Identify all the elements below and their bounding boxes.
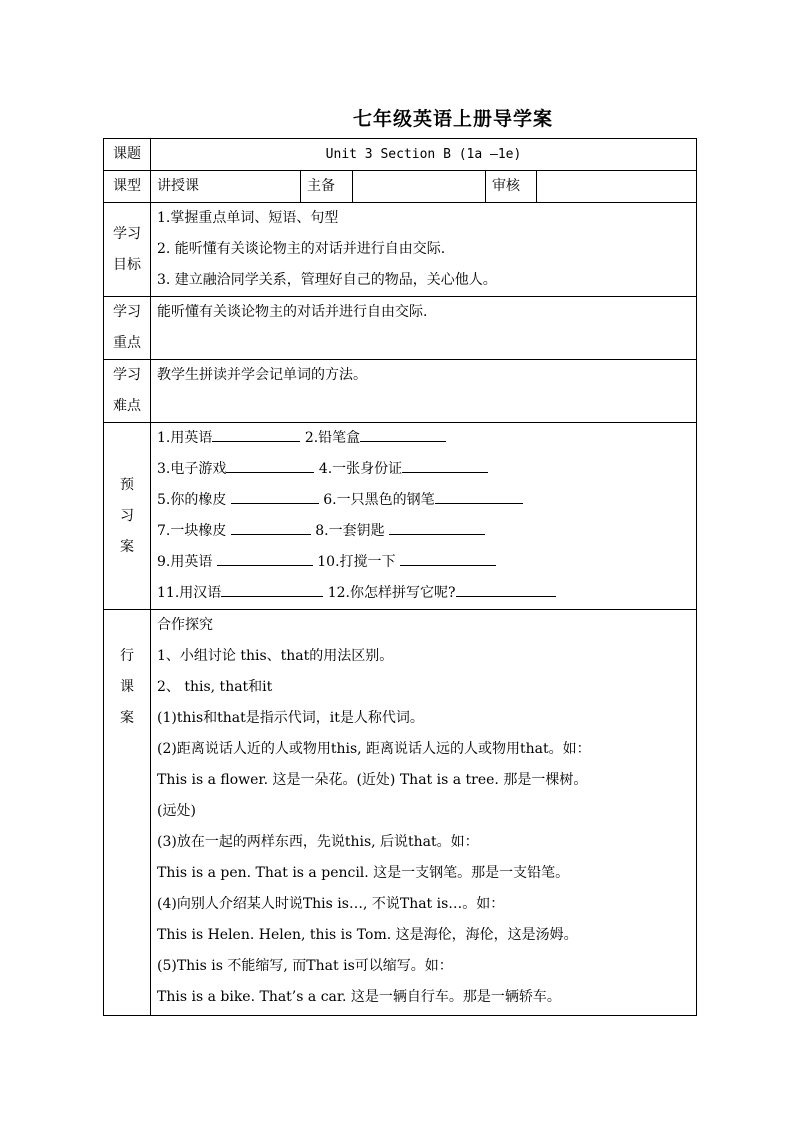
plan-line: This is a bike. That’s a car. 这是一辆自行车。那是一辆轿车。 [157,989,561,1005]
difficulty-text: 教学生拼读并学会记单词的方法。 [157,367,367,383]
plan-line: This is a pen. That is a pencil. 这是一支钢笔。那是一支铅笔。 [157,865,570,881]
lesson-table [103,138,697,1016]
difficulty-label: 学习 难点 [104,360,151,423]
plan-line: (5)This is 不能缩写, 而That is可以缩写。如： [157,958,453,974]
goals-content [151,203,697,297]
lesson-plan-content [151,610,697,1016]
plan-line: 1、小组讨论 this、that的用法区别。 [157,648,394,664]
preview-line: 1.用英语 2.铅笔盒 [157,423,696,454]
plan-line: (2)距离说话人近的人或物用this, 距离说话人远的人或物用that。如： [157,741,591,757]
topic-value: Unit 3 Section B (1a —1e) [151,139,697,171]
plan-line: (远处) [157,803,196,819]
row-lesson-plan [104,610,697,1016]
row-goals [104,203,697,297]
goal-item: 2. 能听懂有关谈论物主的对话并进行自由交际. [157,241,446,257]
plan-line: (4)向别人介绍某人时说This is…, 不说That is…。如： [157,896,505,912]
topic-label: 课题 [104,139,151,171]
row-difficulty [104,360,697,423]
preview-label: 预 习 案 [104,423,151,610]
plan-line: This is a flower. 这是一朵花。(近处) That is a tree. 那是一棵树。 [157,772,588,788]
focus-content [151,297,697,360]
focus-label: 学习 重点 [104,297,151,360]
preview-line: 11.用汉语 12.你怎样拼写它呢? [157,578,696,609]
page-title: 七年级英语上册导学案 [352,108,553,130]
lesson-type-label: 课型 [104,171,151,203]
row-topic [104,139,697,171]
preview-line: 3.电子游戏 4.一张身份证 [157,454,696,485]
plan-line: This is Helen. Helen, this is Tom. 这是海伦，海伦，这是汤姆。 [157,927,578,943]
row-lesson-type [104,171,697,203]
plan-line: 2、 this, that和it [157,679,273,695]
focus-text: 能听懂有关谈论物主的对话并进行自由交际. [157,304,428,320]
review-label: 审核 [486,171,537,203]
goals-label: 学习 目标 [104,203,151,297]
goal-item: 3. 建立融洽同学关系，管理好自己的物品，关心他人。 [157,272,497,288]
row-focus [104,297,697,360]
lesson-type-value: 讲授课 [151,171,301,203]
preview-line: 7.一块橡皮 8.一套钥匙 [157,516,696,547]
preview-line: 5.你的橡皮 6.一只黑色的钢笔 [157,485,696,516]
host-label: 主备 [301,171,353,203]
host-value [353,171,486,203]
lesson-plan-label: 行 课 案 [104,610,151,1016]
plan-line: 合作探究 [157,617,213,633]
goal-item: 1.掌握重点单词、短语、句型 [157,210,339,226]
difficulty-content [151,360,697,423]
preview-line: 9.用英语 10.打搅一下 [157,547,696,578]
preview-content [151,423,697,610]
plan-line: (3)放在一起的两样东西，先说this, 后说that。如： [157,834,479,850]
review-value [537,171,697,203]
row-preview [104,423,697,610]
plan-line: (1)this和that是指示代词，it是人称代词。 [157,710,424,726]
